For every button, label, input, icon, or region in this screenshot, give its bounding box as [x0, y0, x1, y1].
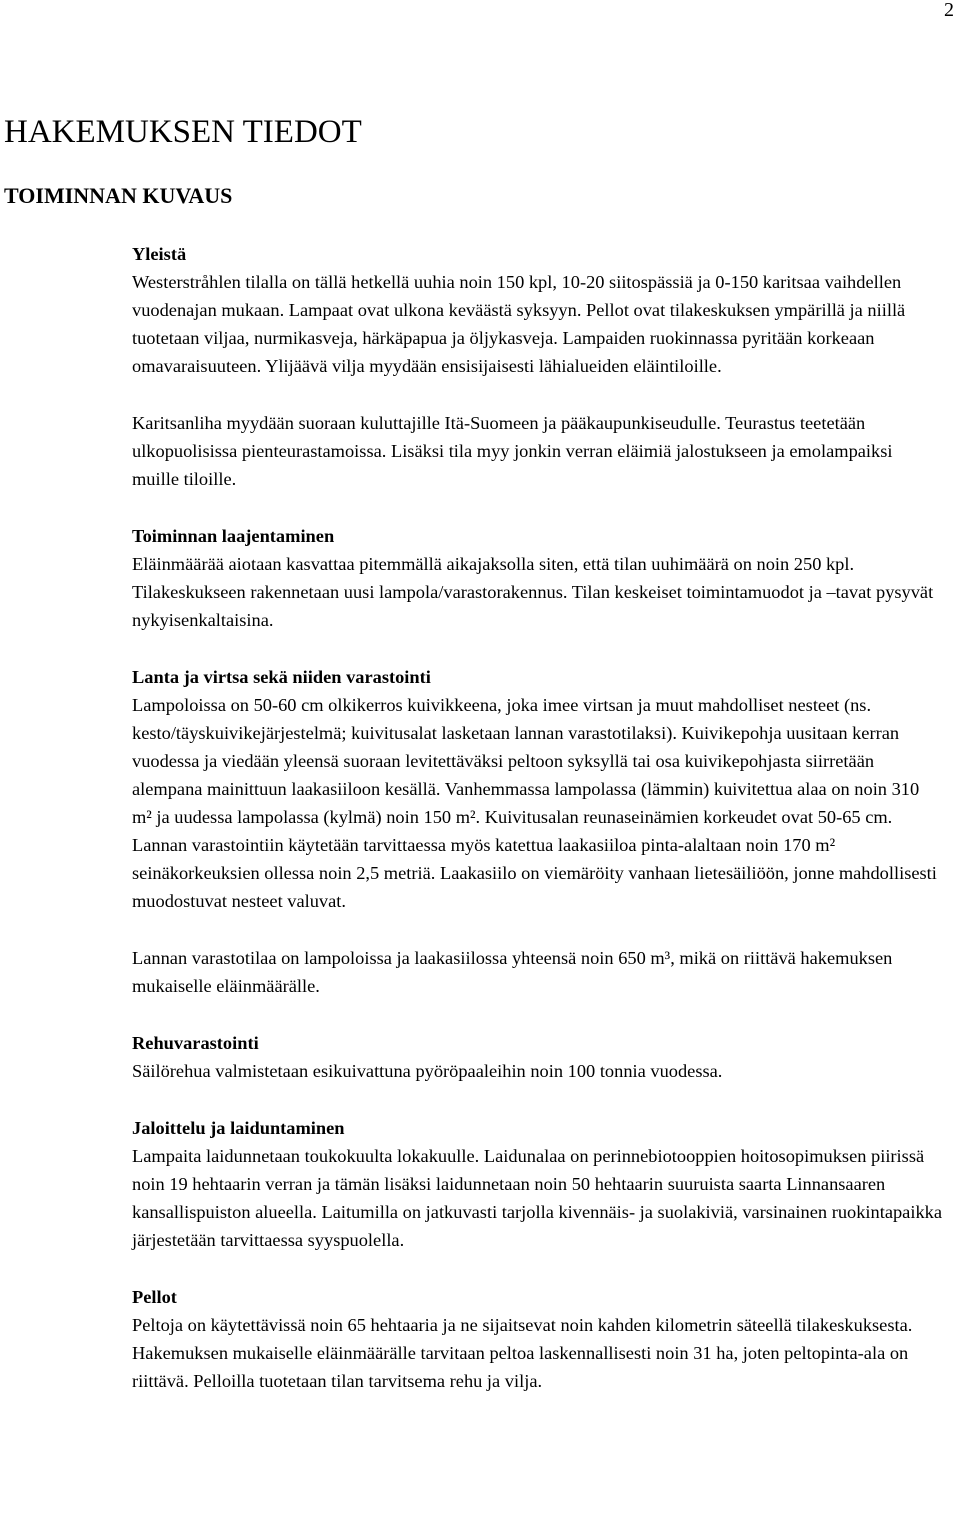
section-paragraph: Westerstråhlen tilalla on tällä hetkellä uuhia noin 150 kpl, 10-20 siitospässiä ja 0-150 karitsaa vaihdellen vuodenajan mukaan. Lampaat ovat ulkona keväästä syksyyn. Pellot ovat tilakeskuksen ympärillä ja niillä tuotetaan viljaa, nurmikasveja, härkäpapua ja öljykasveja. Lampaiden ruokinnassa pyritään korkeaan omavaraisuuteen. Ylijäävä vilja myydään ensisijaisesti lähialueiden eläintiloille.	[132, 272, 906, 376]
section-heading: Toiminnan laajentaminen	[132, 526, 335, 546]
section-jaloittelu-ja-laiduntaminen	[132, 1114, 942, 1254]
page-number: 2	[944, 0, 954, 21]
section-rehuvarastointi	[132, 1029, 942, 1085]
section-heading: Lanta ja virtsa sekä niiden varastointi	[132, 667, 431, 687]
section-paragraph: Lampaita laidunnetaan toukokuulta lokakuulle. Laidunalaa on perinnebiotooppien hoitosopimuksen piirissä noin 19 hehtaarin verran ja tämän lisäksi laidunnetaan noin 50 hehtaarin suuruista saarta Linnansaaren kansallispuiston alueella. Laitumilla on jatkuvasti tarjolla kivennäis- ja suolakiviä, varsinainen ruokintapaikka järjestetään tarvittaessa syyspuolella.	[132, 1146, 942, 1250]
section-paragraph: Lampoloissa on 50-60 cm olkikerros kuivikkeena, joka imee virtsan ja muut mahdolliset nesteet (ns. kesto/täyskuivikejärjestelmä; kuivitusalat lasketaan lannan varastotilaksi). Kuivikepohja uusitaan kerran vuodessa ja viedään yleensä suoraan levitettäväksi peltoon syksyllä tai osa kuivikepohjasta siirretään alempana mainittuun laakasiiloon kesällä. Vanhemmassa lampolassa (lämmin) kuivitettua alaa on noin 310 m² ja uudessa lampolassa (kylmä) noin 150 m². Kuivitusalan reunaseinämien korkeudet ovat 50-65 cm. Lannan varastointiin käytetään tarvittaessa myös katettua laakasiiloa pinta-alaltaan noin 170 m² seinäkorkeuksien ollessa noin 2,5 metriä. Laakasiilo on viemäröity vanhaan lietesäiliöön, jonne mahdollisesti muodostuvat nesteet valuvat.	[132, 695, 937, 911]
section-heading: Yleistä	[132, 244, 187, 264]
section-paragraph: Karitsanliha myydään suoraan kuluttajille Itä-Suomeen ja pääkaupunkiseudulle. Teurastus teetetään ulkopuolisissa pienteurastamoissa. Lisäksi tila myy jonkin verran eläimiä jalostukseen ja emolampaiksi muille tiloille.	[132, 413, 893, 489]
section-toiminnan-laajentaminen	[132, 522, 942, 634]
section-paragraph: Säilörehua valmistetaan esikuivattuna pyöröpaaleihin noin 100 tonnia vuodessa.	[132, 1061, 723, 1081]
section-heading: Pellot	[132, 1287, 177, 1307]
section-paragraph: Peltoja on käytettävissä noin 65 hehtaaria ja ne sijaitsevat noin kahden kilometrin säteellä tilakeskuksesta. Hakemuksen mukaiselle eläinmäärälle tarvitaan peltoa laskennallisesti noin 31 ha, joten peltopinta-ala on riittävä. Pelloilla tuotetaan tilan tarvitsema rehu ja vilja.	[132, 1315, 913, 1391]
document-title: HAKEMUKSEN TIEDOT	[4, 114, 362, 150]
section-lannan-varastotila	[132, 944, 942, 1000]
section-karitsanliha	[132, 409, 942, 493]
section-lanta-ja-virtsa	[132, 663, 942, 915]
section-paragraph: Eläinmäärää aiotaan kasvattaa pitemmällä aikajaksolla siten, että tilan uuhimäärä on noin 250 kpl. Tilakeskukseen rakennetaan uusi lampola/varastorakennus. Tilan keskeiset toimintamuodot ja –tavat pysyvät nykyisenkaltaisina.	[132, 554, 934, 630]
section-heading: Jaloittelu ja laiduntaminen	[132, 1118, 345, 1138]
document-subtitle: TOIMINNAN KUVAUS	[4, 183, 233, 208]
section-yleista	[132, 240, 942, 380]
document-body	[132, 240, 942, 1424]
section-heading: Rehuvarastointi	[132, 1033, 259, 1053]
section-paragraph: Lannan varastotilaa on lampoloissa ja laakasiilossa yhteensä noin 650 m³, mikä on riittävä hakemuksen mukaiselle eläinmäärälle.	[132, 948, 893, 996]
section-pellot	[132, 1283, 942, 1395]
